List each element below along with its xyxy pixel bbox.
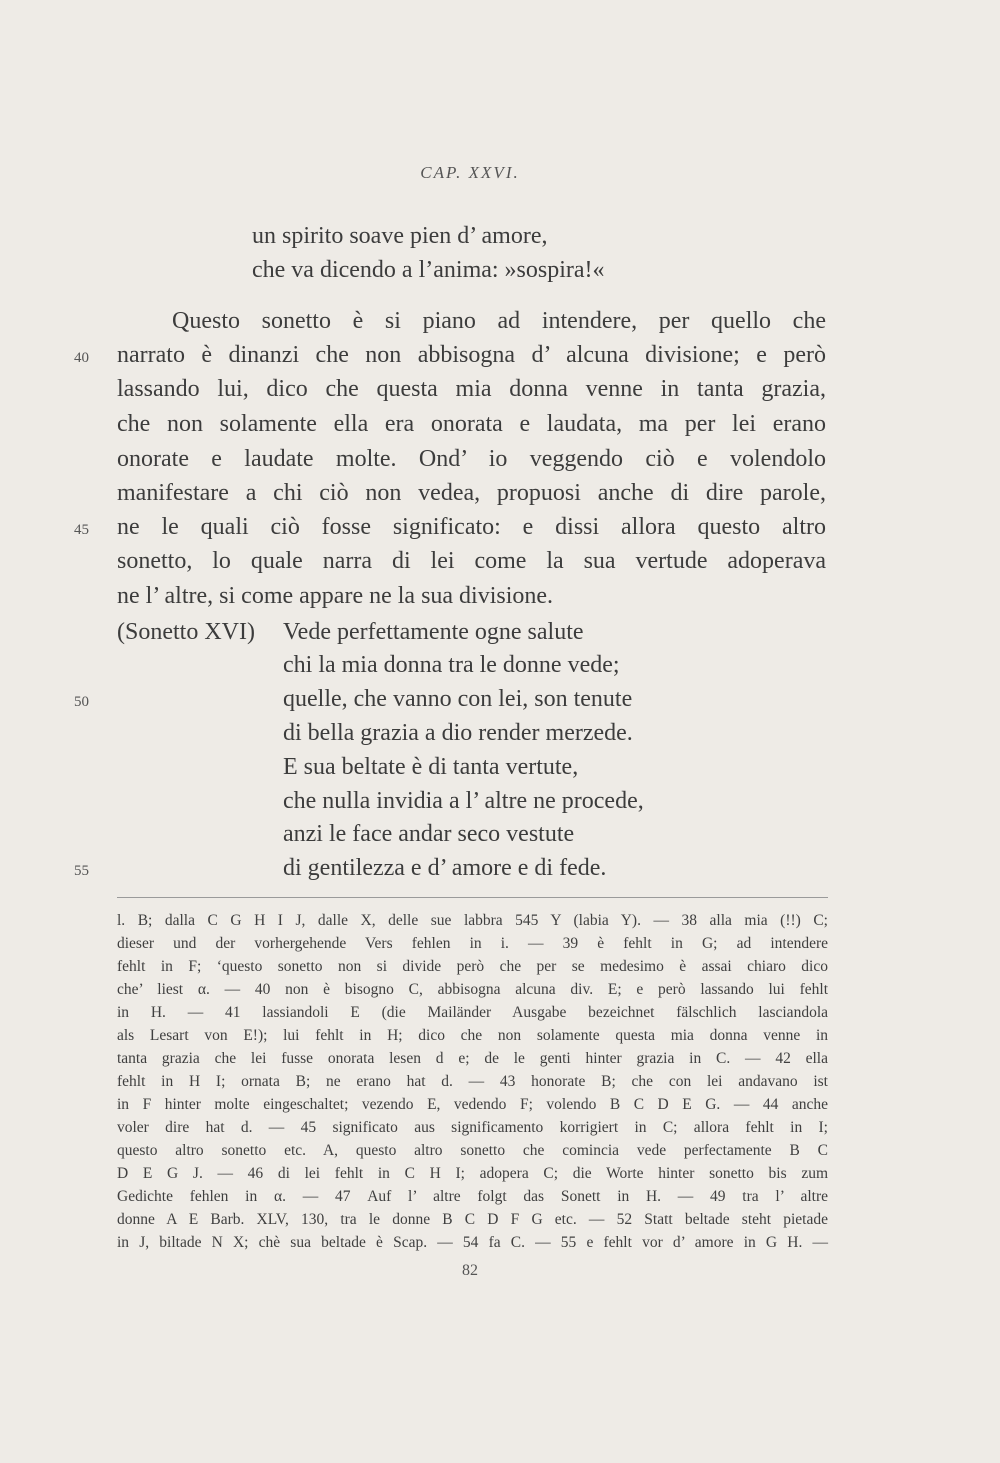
line-number: 40 <box>74 350 89 366</box>
footnote-rule <box>117 897 828 898</box>
sonnet-line: anzi le face andar seco vestute <box>283 821 575 847</box>
prose-line: narrato è dinanzi che non abbisogna d’ alcuna divisione; e però <box>117 342 826 368</box>
prose-line: lassando lui, dico che questa mia donna venne in tanta grazia, <box>117 376 826 402</box>
prose-line: onorate e laudate molte. Ond’ io veggendo ciò e volendolo <box>117 446 826 472</box>
page-number: 82 <box>462 1262 478 1279</box>
prose-line: Questo sonetto è si piano ad intendere, per quello che <box>172 308 826 334</box>
line-number: 50 <box>74 694 89 710</box>
prose-line: che non solamente ella era onorata e laudata, ma per lei erano <box>117 411 826 437</box>
footnote-line: fehlt in H I; ornata B; ne erano hat d. — 43 honorate B; che con lei andavano ist <box>117 1073 828 1090</box>
footnote-line: che’ liest α. — 40 non è bisogno C, abbisogna alcuna div. E; e però lassando lui fehlt <box>117 981 828 998</box>
footnote-line: donne A E Barb. XLV, 130, tra le donne B C D F G etc. — 52 Statt beltade steht pietade <box>117 1211 828 1228</box>
footnote-line: l. B; dalla C G H I J, dalle X, delle sue labbra 545 Y (labia Y). — 38 alla mia (!!) C; <box>117 912 828 929</box>
footnote-line: tanta grazia che lei fusse onorata lesen d e; de le genti hinter grazia in C. — 42 ella <box>117 1050 828 1067</box>
footnote-line: in H. — 41 lassiandoli E (die Mailänder Ausgabe bezeichnet fälschlich lasciandola <box>117 1004 828 1021</box>
footnote-line: dieser und der vorhergehende Vers fehlen in i. — 39 è fehlt in G; ad intendere <box>117 935 828 952</box>
line-number: 45 <box>74 522 89 538</box>
prose-line: ne l’ altre, si come appare ne la sua divisione. <box>117 583 554 609</box>
footnote-line: als Lesart von E!); lui fehlt in H; dico che non solamente questa mia donna venne in <box>117 1027 828 1044</box>
sonnet-line: di gentilezza e d’ amore e di fede. <box>283 855 607 881</box>
footnote-line: Gedichte fehlen in α. — 47 Auf l’ altre folgt das Sonett in H. — 49 tra l’ altre <box>117 1188 828 1205</box>
verse-line: che va dicendo a l’anima: »sospira!« <box>252 257 605 283</box>
footnote-line: in F hinter molte eingeschaltet; vezendo E, vedendo F; volendo B C D E G. — 44 anche <box>117 1096 828 1113</box>
line-number: 55 <box>74 863 89 879</box>
sonnet-label: (Sonetto XVI) <box>117 619 255 645</box>
footnote-line: fehlt in F; ‘questo sonetto non si divide però che per se medesimo è assai chiaro dico <box>117 958 828 975</box>
footnote-line: in J, biltade N X; chè sua beltade è Scap. — 54 fa C. — 55 e fehlt vor d’ amore in G H. — <box>117 1234 828 1251</box>
prose-line: manifestare a chi ciò non vedea, propuosi anche di dire parole, <box>117 480 826 506</box>
sonnet-line: che nulla invidia a l’ altre ne procede, <box>283 788 644 814</box>
sonnet-line: E sua beltate è di tanta vertute, <box>283 754 579 780</box>
sonnet-line: Vede perfettamente ogne salute <box>283 619 584 645</box>
running-header: CAP. XXVI. <box>420 163 520 182</box>
footnote-line: questo altro sonetto etc. A, questo altro sonetto che comincia vede perfectamente B C <box>117 1142 828 1159</box>
footnote-line: D E G J. — 46 di lei fehlt in C H I; adopera C; die Worte hinter sonetto bis zum <box>117 1165 828 1182</box>
verse-line: un spirito soave pien d’ amore, <box>252 223 548 249</box>
sonnet-line: di bella grazia a dio render merzede. <box>283 720 633 746</box>
footnote-line: voler dire hat d. — 45 significato aus significamento korrigiert in C; allora fehlt in I; <box>117 1119 828 1136</box>
prose-line: ne le quali ciò fosse significato: e dissi allora questo altro <box>117 514 826 540</box>
sonnet-line: quelle, che vanno con lei, son tenute <box>283 686 633 712</box>
prose-line: sonetto, lo quale narra di lei come la sua vertude adoperava <box>117 548 826 574</box>
sonnet-line: chi la mia donna tra le donne vede; <box>283 652 620 678</box>
